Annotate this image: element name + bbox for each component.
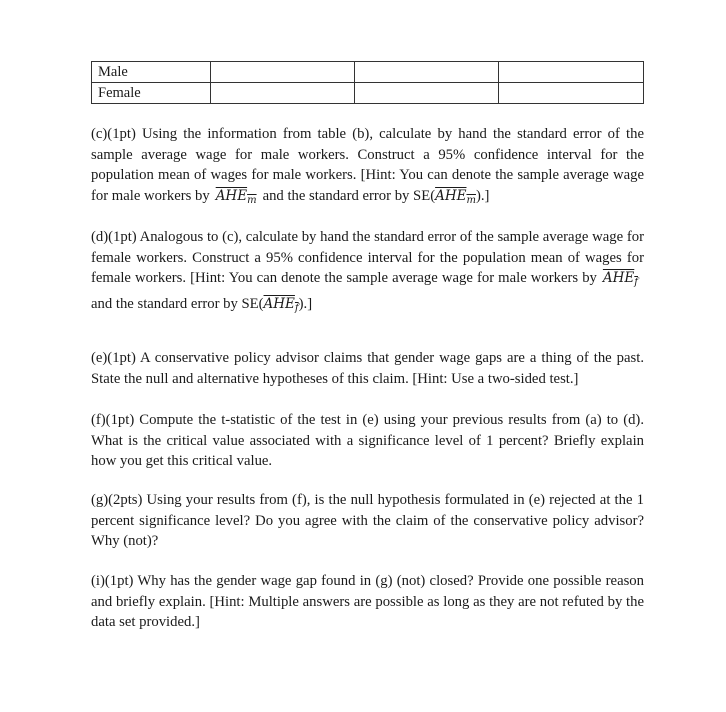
question-e-text: (e)(1pt) A conservative policy advisor claims that gender wage gaps are a thing of the past. State the null and alternative hypotheses of this claim. [Hint: Use a two-sided test.] [91, 350, 644, 387]
table-cell [211, 62, 355, 83]
question-f-text: (f)(1pt) Compute the t-statistic of the test in (e) using your previous results from (a) to (d). What is the critical value associated with a significance level of 1 percent? Briefly explain how you get this critical value. [91, 412, 644, 469]
question-c-text: (c)(1pt) Using the information from table (b), calculate by hand the standard error of the sample average wage for male workers. Construct a 95% confidence interval for the population mean of wages for male workers. [Hint: You can denote the sample average wage for male workers by [91, 126, 644, 204]
row-label-male: Male [92, 62, 211, 83]
question-g [91, 490, 644, 552]
question-d-text: (d)(1pt) Analogous to (c), calculate by hand the standard error of the sample average wage for female workers. Construct a 95% confidence interval for the population mean of wages for female workers. [Hint: You can denote the sample average wage for male workers by [91, 229, 644, 286]
wage-table [91, 61, 644, 104]
question-d-text-2: and the standard error by SE( [91, 295, 264, 312]
math-se-ahe-f: $AHE_f$ [263, 295, 299, 314]
table-row [92, 62, 644, 83]
question-f [91, 410, 644, 472]
question-c-text-3: ).] [475, 187, 490, 204]
table-cell [499, 83, 644, 104]
table-cell [355, 83, 499, 104]
question-d [91, 227, 644, 319]
question-c [91, 124, 644, 211]
question-i [91, 571, 644, 633]
math-se-ahe-m: $AHE_m$ [435, 187, 476, 206]
question-i-text: (i)(1pt) Why has the gender wage gap found in (g) (not) closed? Provide one possible reason and briefly explain. [Hint: Multiple answers are possible as long as they are not refuted by the data set provided.] [91, 573, 644, 630]
table-cell [355, 62, 499, 83]
table-cell [211, 83, 355, 104]
table-cell [499, 62, 644, 83]
question-d-text-3: ).] [298, 295, 313, 312]
question-c-text-2: and the standard error by SE( [262, 187, 436, 204]
row-label-female: Female [92, 83, 211, 104]
math-ahe-m: $AHE_m$ [215, 187, 257, 206]
table-row [92, 83, 644, 104]
question-g-text: (g)(2pts) Using your results from (f), is the null hypothesis formulated in (e) rejected at the 1 percent significance level? Do you agree with the claim of the conservative policy advisor? Why (not)? [91, 492, 644, 549]
math-ahe-f: $AHE_f$ [602, 270, 638, 288]
question-e [91, 348, 644, 389]
